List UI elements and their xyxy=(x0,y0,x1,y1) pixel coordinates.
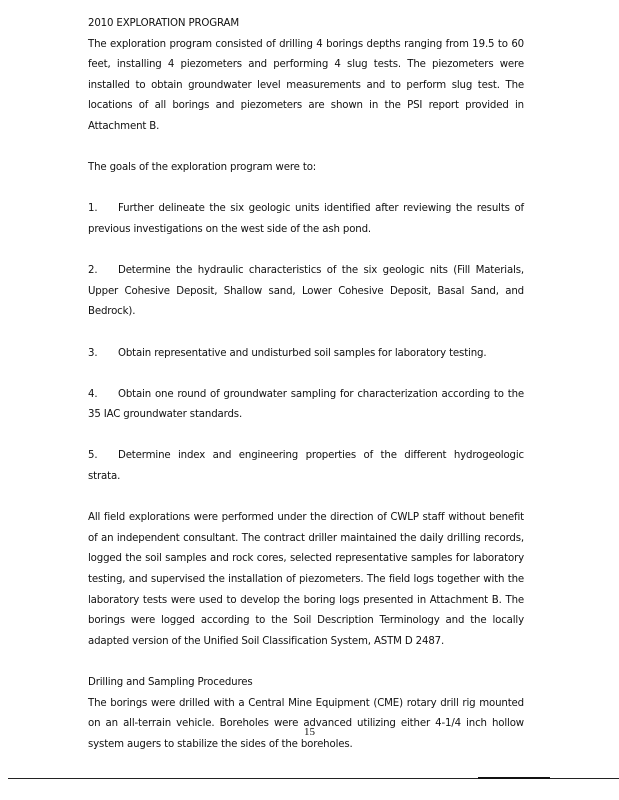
goal-item-1 xyxy=(88,199,524,240)
goal-item-5 xyxy=(88,446,524,487)
section-heading: 2010 EXPLORATION PROGRAM xyxy=(88,18,239,29)
goal-text: Determine index and engineering properties of the different hydrogeologic strata. xyxy=(88,450,524,483)
goal-item-4 xyxy=(88,385,524,426)
goal-text: Determine the hydraulic characteristics of the six geologic nits (Fill Materials, Upper Cohesive Deposit, Shallow sand, Lower Cohesive Deposit, Basal Sand, and Bedrock). xyxy=(88,265,524,318)
page-number: 15 xyxy=(304,726,315,738)
document-body xyxy=(88,14,524,755)
footer-rule-accent xyxy=(478,777,550,779)
field-explorations-paragraph: All field explorations were performed under the direction of CWLP staff without benefit of an independent consultant. The contract driller maintained the daily drilling records, logged the soil samples and rock cores, selected representative samples for laboratory testing, and supervised the installation of piezometers. The field logs together with the laboratory tests were used to develop the boring logs presented in Attachment B. The borings were logged according to the Soil Description Terminology and the locally adapted version of the Unified Soil Classification System, ASTM D 2487. xyxy=(88,512,524,647)
goals-intro: The goals of the exploration program were to: xyxy=(88,162,317,174)
goal-number: 1. xyxy=(88,203,98,215)
goal-text: Further delineate the six geologic units identified after reviewing the results of previous investigations on the west side of the ash pond. xyxy=(88,203,524,235)
subsection-heading: Drilling and Sampling Procedures xyxy=(88,677,253,688)
goal-item-3 xyxy=(88,344,524,365)
goal-text: Obtain representative and undisturbed soil samples for laboratory testing. xyxy=(118,347,487,359)
goal-text: Obtain one round of groundwater sampling for characterization according to the 35 IAC groundwater standards. xyxy=(88,388,524,421)
goal-item-2 xyxy=(88,261,524,323)
drilling-paragraph: The borings were drilled with a Central Mine Equipment (CME) rotary drill rig mounted on an all-terrain vehicle. Boreholes were advanced utilizing either 4-1/4 inch hollow system augers to stabilize the sides of the boreholes. xyxy=(88,697,524,750)
goal-number: 5. xyxy=(88,450,98,462)
goal-number: 4. xyxy=(88,388,98,400)
goal-number: 2. xyxy=(88,265,98,277)
goal-number: 3. xyxy=(88,347,98,359)
intro-paragraph: The exploration program consisted of drilling 4 borings depths ranging from 19.5 to 60 feet, installing 4 piezometers and performing 4 slug tests. The piezometers were installed to obtain groundwater level measurements and to perform slug test. The locations of all borings and piezometers are shown in the PSI report provided in Attachment B. xyxy=(88,38,524,132)
